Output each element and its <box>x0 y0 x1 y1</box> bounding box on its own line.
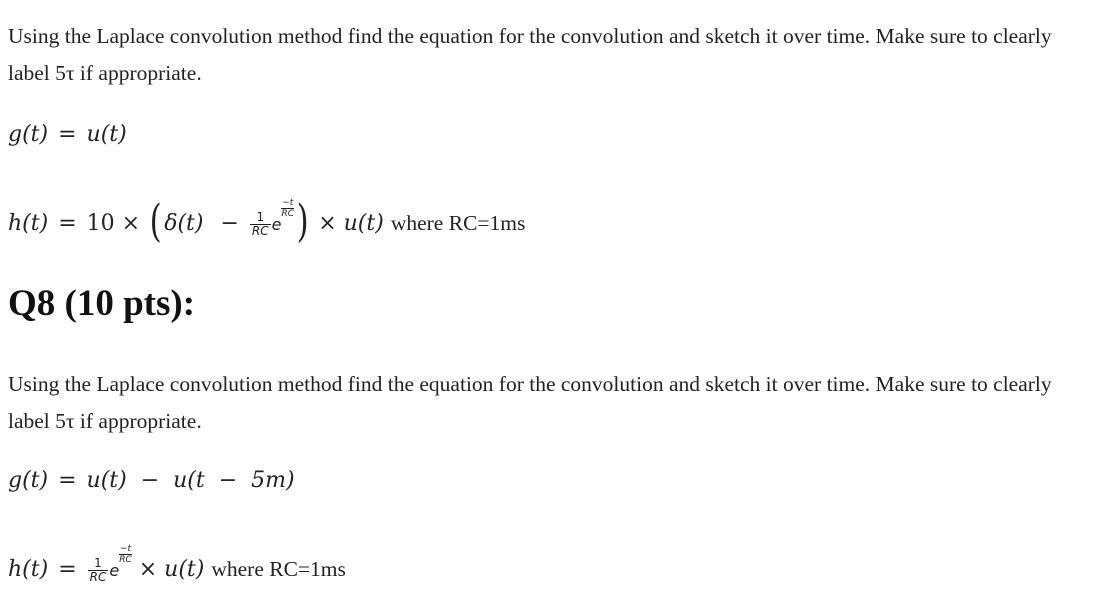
q8-frac <box>88 557 109 584</box>
left-paren: ( <box>149 196 162 247</box>
q7-h-where: where RC=1ms <box>390 211 526 235</box>
q8-frac-num: 1 <box>88 557 109 571</box>
q8-h-where: where RC=1ms <box>211 557 346 581</box>
q7-h-equation: h(t) = 10 × ( δ(t) − $\frac{1}{RC}$ e $\frac{-t}{RC}) \times u(t)$ where RC=1ms <box>8 196 526 247</box>
q7-exponent <box>281 198 294 219</box>
right-paren: ) <box>296 196 309 247</box>
q8-h-equation: h(t) = $\frac{1}{RC}$ e $\frac{-t}{RC} \times u(t)$ where RC=1ms <box>8 544 346 584</box>
q7-exp-num: −t <box>282 198 294 208</box>
q8-heading: Q8 (10 pts): <box>8 283 196 324</box>
q8-h-times: × <box>138 557 158 582</box>
q7-g-equation: g(t) = u(t) <box>8 122 127 147</box>
q7-exp-base: e <box>271 215 282 234</box>
q7-frac-den: RC <box>251 223 269 238</box>
q8-h-u: u(t) <box>164 557 205 582</box>
q7-instruction: Using the Laplace convolution method find the equation for the convolution and sketch it over time. Make sure to clearly label 5τ if appropriate. <box>8 24 1052 85</box>
q7-h-delta: δ(t) <box>164 211 204 236</box>
q8-exp-den: RC <box>119 555 132 565</box>
q7-h-lhs: h(t) <box>8 211 49 236</box>
q7-frac-num: 1 <box>250 211 271 225</box>
q7-frac <box>250 211 271 238</box>
q8-g-rhs: u(t) − u(t − 5m) <box>86 468 295 493</box>
q8-exponent <box>119 544 132 565</box>
q8-g-lhs: g(t) <box>8 468 49 493</box>
q8-frac-den: RC <box>89 569 107 584</box>
q7-h-times: × <box>318 211 337 236</box>
q7-h-coef: 10 × <box>86 211 141 236</box>
q8-instruction: Using the Laplace convolution method find the equation for the convolution and sketch it over time. Make sure to clearly label 5τ if appropriate. <box>8 372 1052 433</box>
q7-h-u: u(t) <box>343 211 384 236</box>
q7-g-lhs: g(t) <box>8 122 49 147</box>
q7-h-minus: − <box>220 211 239 236</box>
q8-g-equation: g(t) = u(t) − u(t − 5m) <box>8 468 295 493</box>
q8-exp-base: e <box>109 561 120 580</box>
q8-h-lhs: h(t) <box>8 557 49 582</box>
q7-exp-den: RC <box>281 209 295 219</box>
q7-g-rhs: u(t) <box>86 122 127 147</box>
q8-exp-num: −t <box>119 544 131 554</box>
